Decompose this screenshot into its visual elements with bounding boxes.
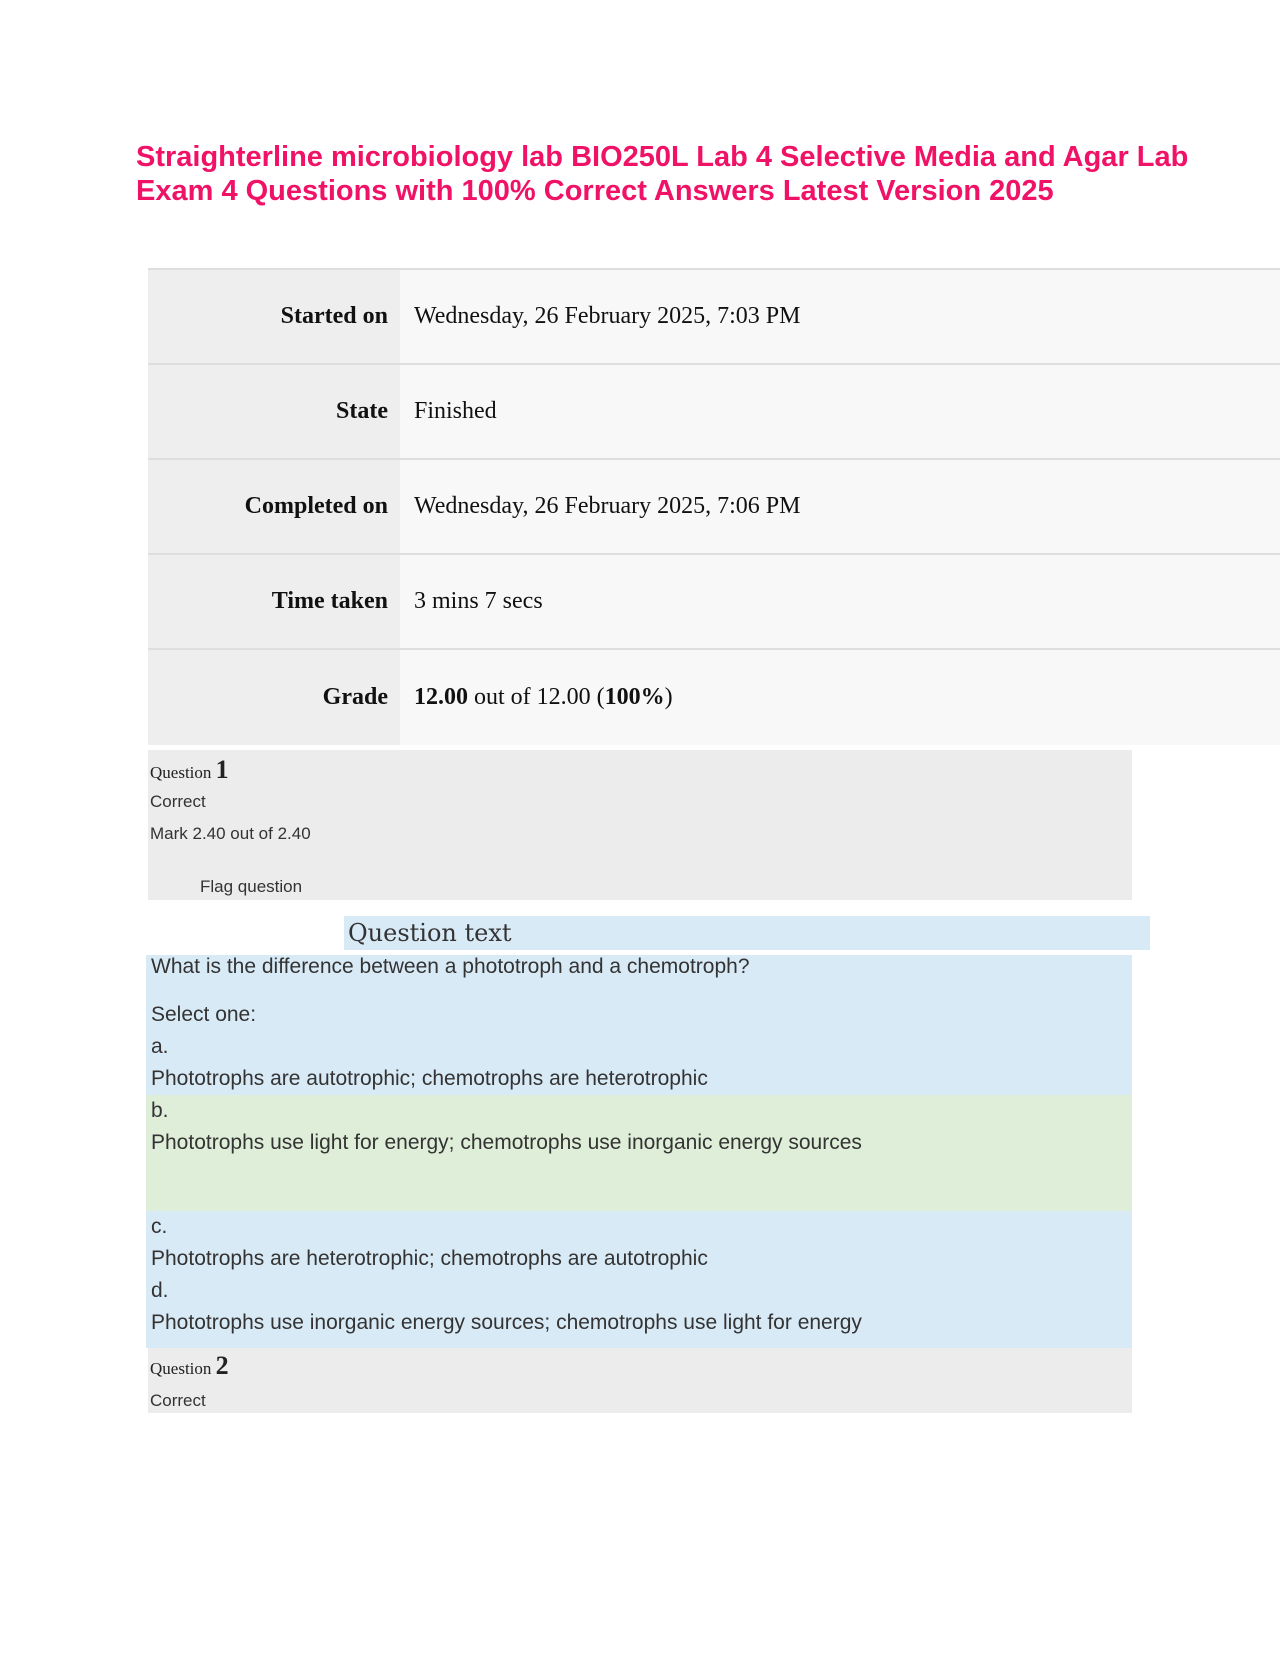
grade-percent: 100%: [604, 684, 665, 710]
summary-label: Grade: [148, 650, 400, 745]
attempt-summary-table: [148, 268, 1280, 745]
summary-row-state: [148, 365, 1280, 460]
summary-label: Completed on: [148, 460, 400, 553]
summary-row-grade: [148, 650, 1280, 745]
question-prefix: Question: [150, 1359, 216, 1378]
summary-label: Time taken: [148, 555, 400, 648]
option-b-letter[interactable]: b.: [151, 1099, 169, 1122]
summary-label: State: [148, 365, 400, 458]
option-b-text[interactable]: Phototrophs use light for energy; chemotrophs use inorganic energy sources: [151, 1131, 862, 1154]
select-one-label: Select one:: [151, 1003, 257, 1026]
question-info-1: [148, 750, 1132, 900]
flag-question-link[interactable]: Flag question: [200, 877, 303, 896]
summary-label: Started on: [148, 270, 400, 363]
question-prompt: What is the difference between a phototroph and a chemotroph?: [151, 955, 750, 978]
option-d-letter[interactable]: d.: [151, 1279, 169, 1302]
grade-close: ): [664, 684, 673, 710]
question-prefix: Question: [150, 763, 216, 782]
document-title-line-1: Straighterline microbiology lab BIO250L Lab 4 Selective Media and Agar Lab: [136, 141, 1189, 173]
option-a-letter[interactable]: a.: [151, 1035, 169, 1058]
question-state: Correct: [150, 792, 206, 811]
document-title: [136, 140, 1246, 208]
summary-row-started-on: [148, 270, 1280, 365]
grade-score: 12.00: [414, 684, 468, 710]
question-content: [146, 955, 1132, 1348]
question-number-label: [150, 1351, 229, 1381]
grade-out-of: out of 12.00 (: [468, 684, 605, 710]
summary-row-completed-on: [148, 460, 1280, 555]
question-text-heading: Question text: [344, 916, 1150, 950]
option-c-text[interactable]: Phototrophs are heterotrophic; chemotrophs are autotrophic: [151, 1247, 708, 1270]
question-number: 1: [215, 755, 229, 784]
question-number-label: [150, 755, 229, 785]
option-d-text[interactable]: Phototrophs use inorganic energy sources; chemotrophs use light for energy: [151, 1311, 862, 1334]
option-c-letter[interactable]: c.: [151, 1215, 168, 1238]
question-number: 2: [215, 1351, 229, 1380]
grade-value: [400, 650, 1280, 745]
summary-row-time-taken: [148, 555, 1280, 650]
summary-value: 3 mins 7 secs: [400, 555, 1280, 648]
summary-value: Wednesday, 26 February 2025, 7:03 PM: [400, 270, 1280, 363]
document-title-line-2: Exam 4 Questions with 100% Correct Answers Latest Version 2025: [136, 175, 1054, 207]
question-info-2: [148, 1348, 1132, 1413]
question-mark: Mark 2.40 out of 2.40: [150, 824, 311, 843]
option-a-text[interactable]: Phototrophs are autotrophic; chemotrophs are heterotrophic: [151, 1067, 708, 1090]
summary-value: Finished: [400, 365, 1280, 458]
summary-value: Wednesday, 26 February 2025, 7:06 PM: [400, 460, 1280, 553]
question-state: Correct: [150, 1391, 206, 1410]
